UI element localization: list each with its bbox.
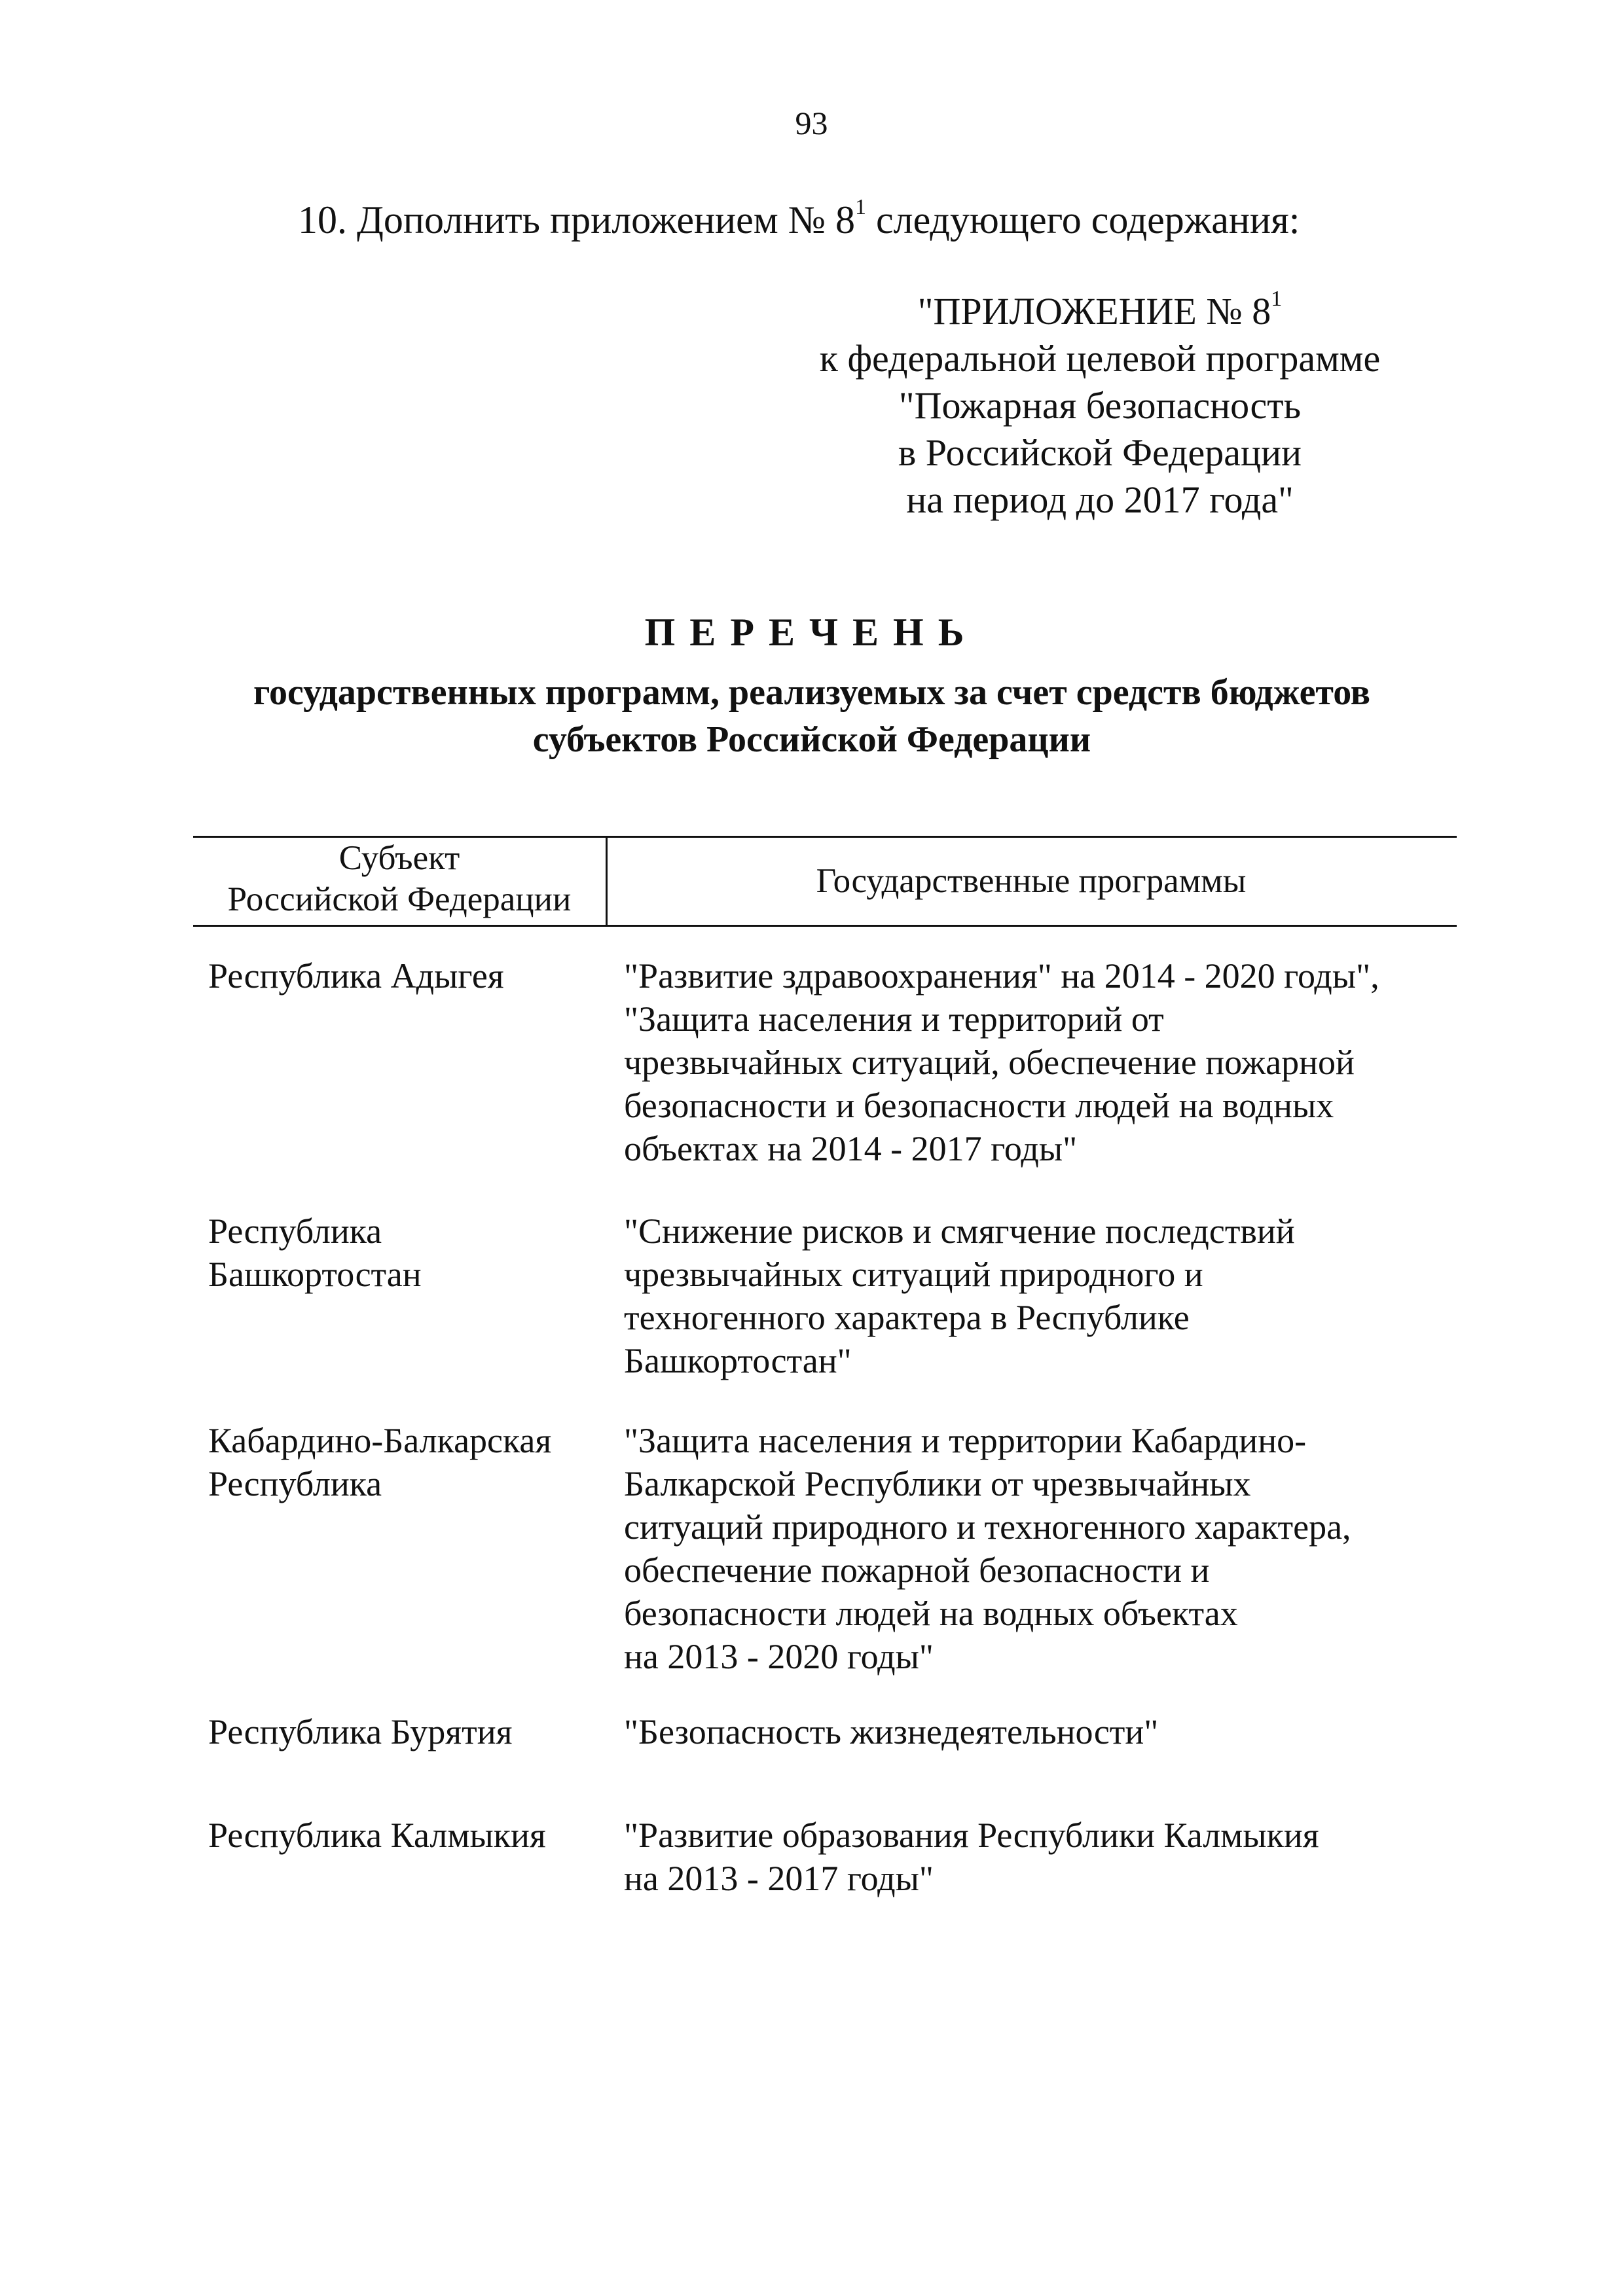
subject-line: Республика Калмыкия xyxy=(208,1816,546,1855)
subject-line: Кабардино-Балкарская xyxy=(208,1421,552,1460)
program-line: "Снижение рисков и смягчение последствий xyxy=(624,1211,1295,1251)
intro-paragraph xyxy=(298,196,1300,243)
intro-text: 10. Дополнить приложением № 8 xyxy=(298,198,856,242)
page-number: 93 xyxy=(795,105,828,141)
program-line: "Развитие образования Республики Калмыкия xyxy=(624,1816,1319,1855)
row-program xyxy=(624,1814,1455,1900)
appendix-title xyxy=(786,288,1414,335)
row-subject xyxy=(208,1710,627,1753)
program-line: "Безопасность жизнедеятельности" xyxy=(624,1712,1159,1751)
program-line: техногенного характера в Республике xyxy=(624,1298,1190,1337)
program-line: безопасности людей на водных объектах xyxy=(624,1594,1238,1633)
row-program xyxy=(624,1419,1455,1678)
program-line: "Защита населения и территории Кабардино- xyxy=(624,1421,1307,1460)
appendix-line: к федеральной целевой программе xyxy=(819,337,1381,380)
table-header-rule xyxy=(193,925,1457,927)
subtitle-line: субъектов Российской Федерации xyxy=(532,719,1091,760)
intro-text-end: следующего содержания: xyxy=(866,198,1300,242)
table-header-programs: Государственные программы xyxy=(816,862,1247,900)
subject-line: Республика Адыгея xyxy=(208,956,504,996)
appendix-header xyxy=(786,288,1414,524)
table-header-subject xyxy=(196,838,602,920)
appendix-line: "Пожарная безопасность xyxy=(898,384,1302,427)
program-line: на 2013 - 2020 годы" xyxy=(624,1637,934,1676)
program-line: чрезвычайных ситуаций, обеспечение пожарной xyxy=(624,1043,1355,1082)
program-line: чрезвычайных ситуаций природного и xyxy=(624,1255,1203,1294)
row-subject xyxy=(208,954,627,997)
program-line: объектах на 2014 - 2017 годы" xyxy=(624,1129,1078,1168)
document-title: ПЕРЕЧЕНЬ xyxy=(644,611,979,654)
row-program xyxy=(624,954,1455,1170)
intro-superscript: 1 xyxy=(855,195,867,219)
program-line: обеспечение пожарной безопасности и xyxy=(624,1551,1210,1590)
row-subject xyxy=(208,1814,627,1857)
appendix-title-superscript: 1 xyxy=(1271,286,1283,311)
row-program xyxy=(624,1210,1455,1382)
program-line: Башкортостан" xyxy=(624,1341,852,1380)
program-line: безопасности и безопасности людей на водных xyxy=(624,1086,1334,1125)
subject-line: Республика Бурятия xyxy=(208,1712,513,1751)
appendix-title-text: "ПРИЛОЖЕНИЕ № 8 xyxy=(917,290,1271,332)
header-subject-line: Субъект xyxy=(338,839,460,877)
program-line: Балкарской Республики от чрезвычайных xyxy=(624,1464,1251,1503)
table-column-divider xyxy=(606,836,608,925)
row-subject xyxy=(208,1419,627,1505)
document-subtitle xyxy=(196,669,1427,763)
appendix-line: в Российской Федерации xyxy=(898,431,1302,474)
appendix-line: на период до 2017 года" xyxy=(906,478,1294,521)
subtitle-line: государственных программ, реализуемых за счет средств бюджетов xyxy=(253,672,1371,713)
header-subject-line: Российской Федерации xyxy=(227,880,572,918)
program-line: ситуаций природного и техногенного характера, xyxy=(624,1507,1351,1547)
row-program xyxy=(624,1710,1455,1753)
subject-line: Республика xyxy=(208,1464,382,1503)
program-line: "Развитие здравоохранения" на 2014 - 2020 годы", xyxy=(624,956,1379,996)
row-subject xyxy=(208,1210,627,1296)
subject-line: Башкортостан xyxy=(208,1255,422,1294)
subject-line: Республика xyxy=(208,1211,382,1251)
program-line: на 2013 - 2017 годы" xyxy=(624,1859,934,1898)
program-line: "Защита населения и территорий от xyxy=(624,999,1164,1039)
